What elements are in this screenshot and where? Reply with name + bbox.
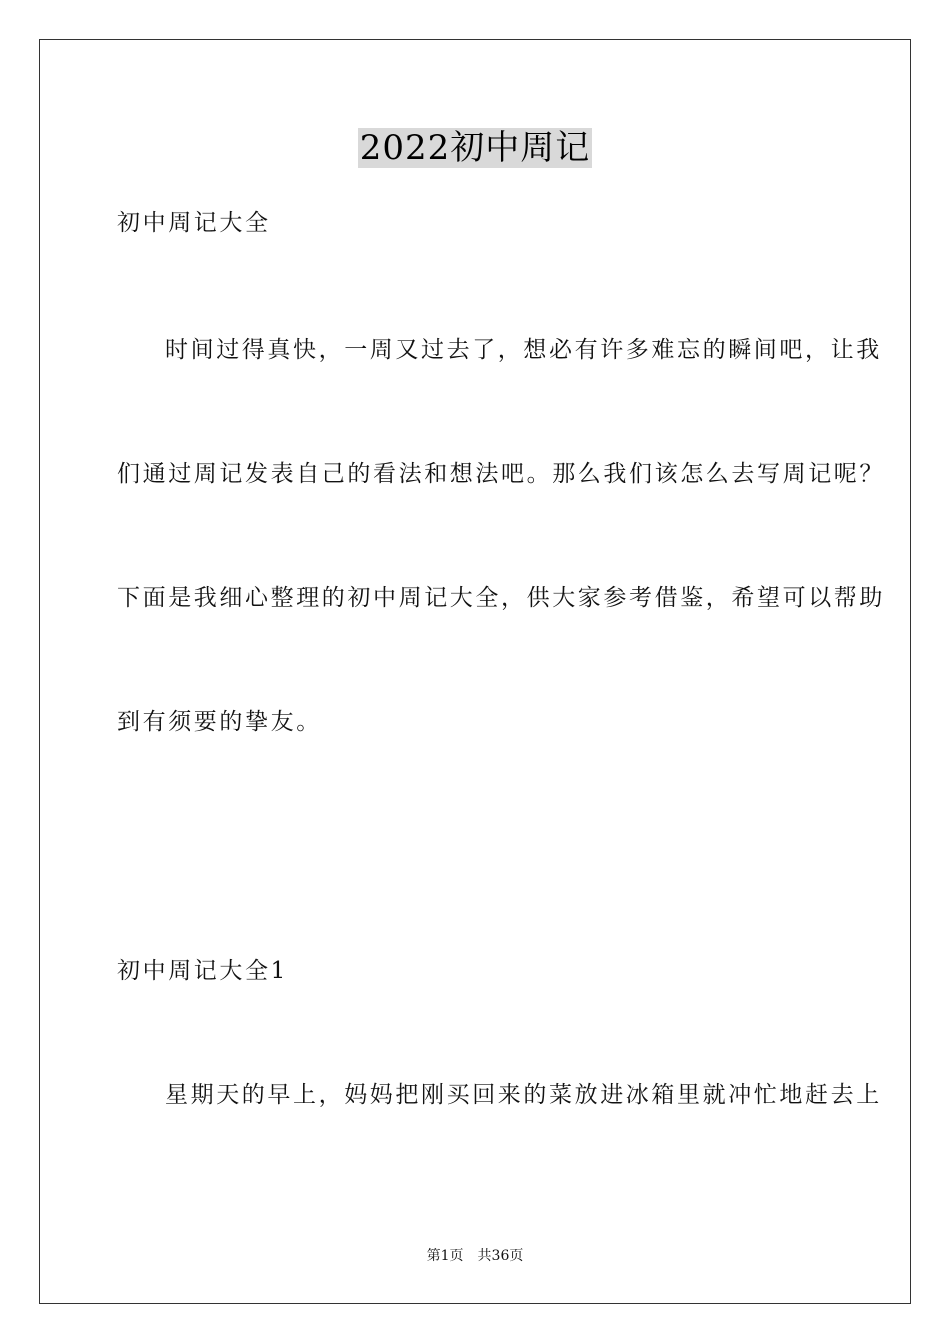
paragraph-line: 下面是我细心整理的初中周记大全，供大家参考借鉴，希望可以帮助 — [117, 585, 885, 611]
paragraph-line: 星期天的早上，妈妈把刚买回来的菜放进冰箱里就冲忙地赶去上 — [165, 1082, 882, 1108]
paragraph-line: 们通过周记发表自己的看法和想法吧。那么我们该怎么去写周记呢？ — [117, 461, 885, 487]
page-number: 第1页 — [426, 1248, 464, 1264]
paragraph-line: 到有须要的挚友。 — [117, 709, 322, 735]
title-container — [0, 128, 950, 168]
page-footer — [0, 1247, 950, 1265]
subheading: 初中周记大全 — [117, 210, 271, 236]
paragraph-line: 时间过得真快，一周又过去了，想必有许多难忘的瞬间吧，让我 — [165, 337, 882, 363]
document-title: 2022初中周记 — [359, 128, 591, 168]
page-total: 共36页 — [477, 1248, 524, 1264]
section-heading: 初中周记大全1 — [117, 958, 288, 984]
